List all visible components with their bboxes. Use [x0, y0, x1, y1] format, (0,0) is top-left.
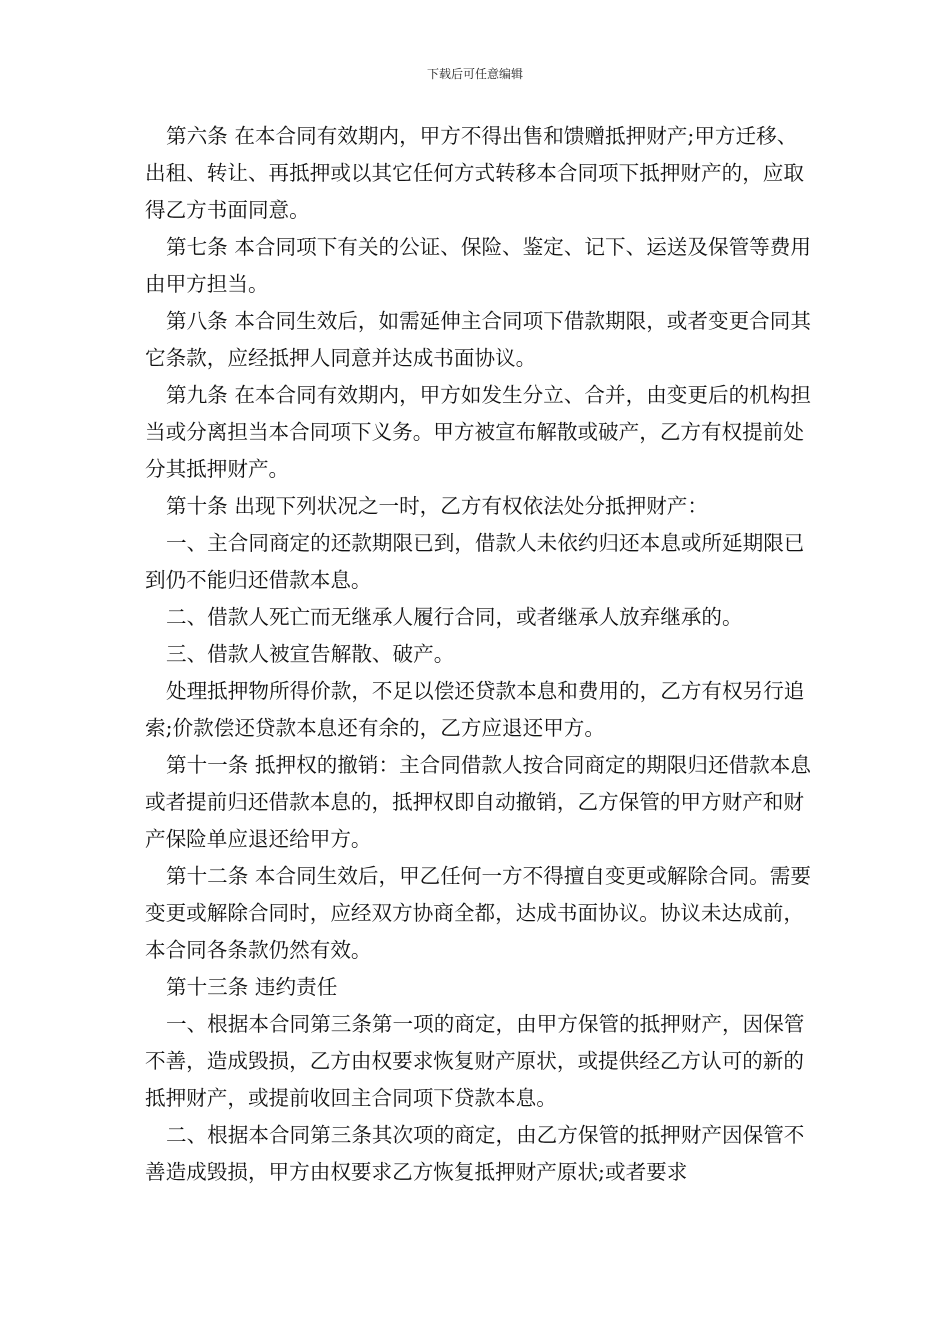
- document-body: [145, 118, 815, 1191]
- paragraph-article-13-item-1: 一、根据本合同第三条第一项的商定，由甲方保管的抵押财产，因保管不善，造成毁损，乙方由权要求恢复财产原状，或提供经乙方认可的新的抵押财产，或提前收回主合同项下贷款本息。: [145, 1012, 805, 1110]
- paragraph-article-10-item-1: 一、主合同商定的还款期限已到，借款人未依约归还本息或所延期限已到仍不能归还借款本息。: [145, 531, 805, 592]
- paragraph-article-6: 第六条 在本合同有效期内，甲方不得出售和馈赠抵押财产;甲方迁移、出租、转让、再抵押或以其它任何方式转移本合同项下抵押财产的，应取得乙方书面同意。: [145, 124, 804, 222]
- paragraph-article-11: 第十一条 抵押权的撤销：主合同借款人按合同商定的期限归还借款本息或者提前归还借款本息的，抵押权即自动撤销，乙方保管的甲方财产和财产保险单应退还给甲方。: [145, 753, 811, 851]
- page-header: 下载后可任意编辑: [426, 67, 523, 81]
- paragraph-article-9: 第九条 在本合同有效期内，甲方如发生分立、合并，由变更后的机构担当或分离担当本合同项下义务。甲方被宣布解散或破产，乙方有权提前处分其抵押财产。: [145, 383, 811, 481]
- paragraph-article-12: 第十二条 本合同生效后，甲乙任何一方不得擅自变更或解除合同。需要变更或解除合同时，应经双方协商全都，达成书面协议。协议未达成前，本合同各条款仍然有效。: [145, 864, 811, 962]
- paragraph-article-13: 第十三条 违约责任: [166, 975, 338, 999]
- paragraph-article-10-item-3: 三、借款人被宣告解散、破产。: [166, 642, 455, 666]
- paragraph-article-10: 第十条 出现下列状况之一时，乙方有权依法处分抵押财产：: [166, 494, 708, 518]
- paragraph-article-13-item-2: 二、根据本合同第三条其次项的商定，由乙方保管的抵押财产因保管不善造成毁损，甲方由权要求乙方恢复抵押财产原状;或者要求: [145, 1123, 805, 1184]
- paragraph-article-7: 第七条 本合同项下有关的公证、保险、鉴定、记下、运送及保管等费用由甲方担当。: [145, 235, 811, 296]
- paragraph-article-8: 第八条 本合同生效后，如需延伸主合同项下借款期限，或者变更合同其它条款，应经抵押人同意并达成书面协议。: [145, 309, 811, 370]
- paragraph-disposal-proceeds: 处理抵押物所得价款，不足以偿还贷款本息和费用的，乙方有权另行追索;价款偿还贷款本息还有余的，乙方应退还甲方。: [145, 679, 805, 740]
- paragraph-article-10-item-2: 二、借款人死亡而无继承人履行合同，或者继承人放弃继承的。: [166, 605, 743, 629]
